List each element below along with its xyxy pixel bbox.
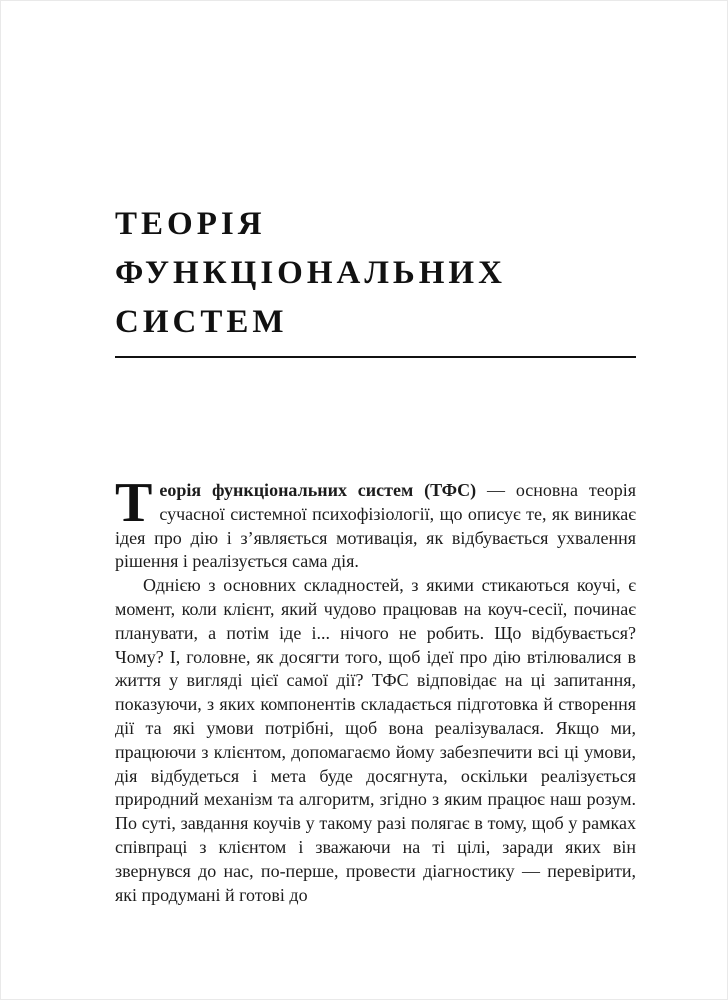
paragraph-1-text: — основна теорія сучасної системної психофізіології, що описує те, як виникає ідея про дію і з’являється мотивація, як відбувається ухвалення рішення і реалізується сама дія. (115, 480, 636, 572)
paragraph-1 (115, 472, 636, 574)
chapter-body (115, 472, 636, 907)
chapter-title-line-2: ФУНКЦІОНАЛЬНИХ (115, 255, 506, 291)
paragraph-2: Однією з основних складностей, з якими стикаються коучі, є момент, коли клієнт, який чудово працював на коуч-сесії, починає планувати, а потім іде і... нічого не робить. Що відбувається? Чому? І, головне, як досягти того, щоб ідеї про дію втілювалися в життя у вигляді цієї самої дії? ТФС відповідає на ці запитання, показуючи, з яких компонентів складається підготовка й створення дії та які умови потрібні, щоб вона реалізувалася. Якщо ми, працюючи з клієнтом, допомагаємо йому забезпечити всі ці умови, дія відбудеться і мета буде досягнута, оскільки реалізується природний механізм та алгоритм, згідно з яким працює наш розум. По суті, завдання коучів у такому разі полягає в тому, щоб у рамках співпраці з клієнтом і зважаючи на ті цілі, заради яких він звернувся до нас, по-перше, провести діагностику — перевірити, які продумані й готові до (115, 575, 636, 905)
chapter-title-line-3: СИСТЕМ (115, 304, 288, 340)
title-rule (115, 356, 636, 358)
chapter-title-line-1: ТЕОРІЯ (115, 206, 266, 242)
chapter-title (115, 200, 636, 347)
paragraph-lead-bold: еорія функціональних систем (ТФС) (159, 480, 477, 500)
chapter-header (115, 200, 636, 358)
drop-cap: Т (115, 472, 153, 534)
